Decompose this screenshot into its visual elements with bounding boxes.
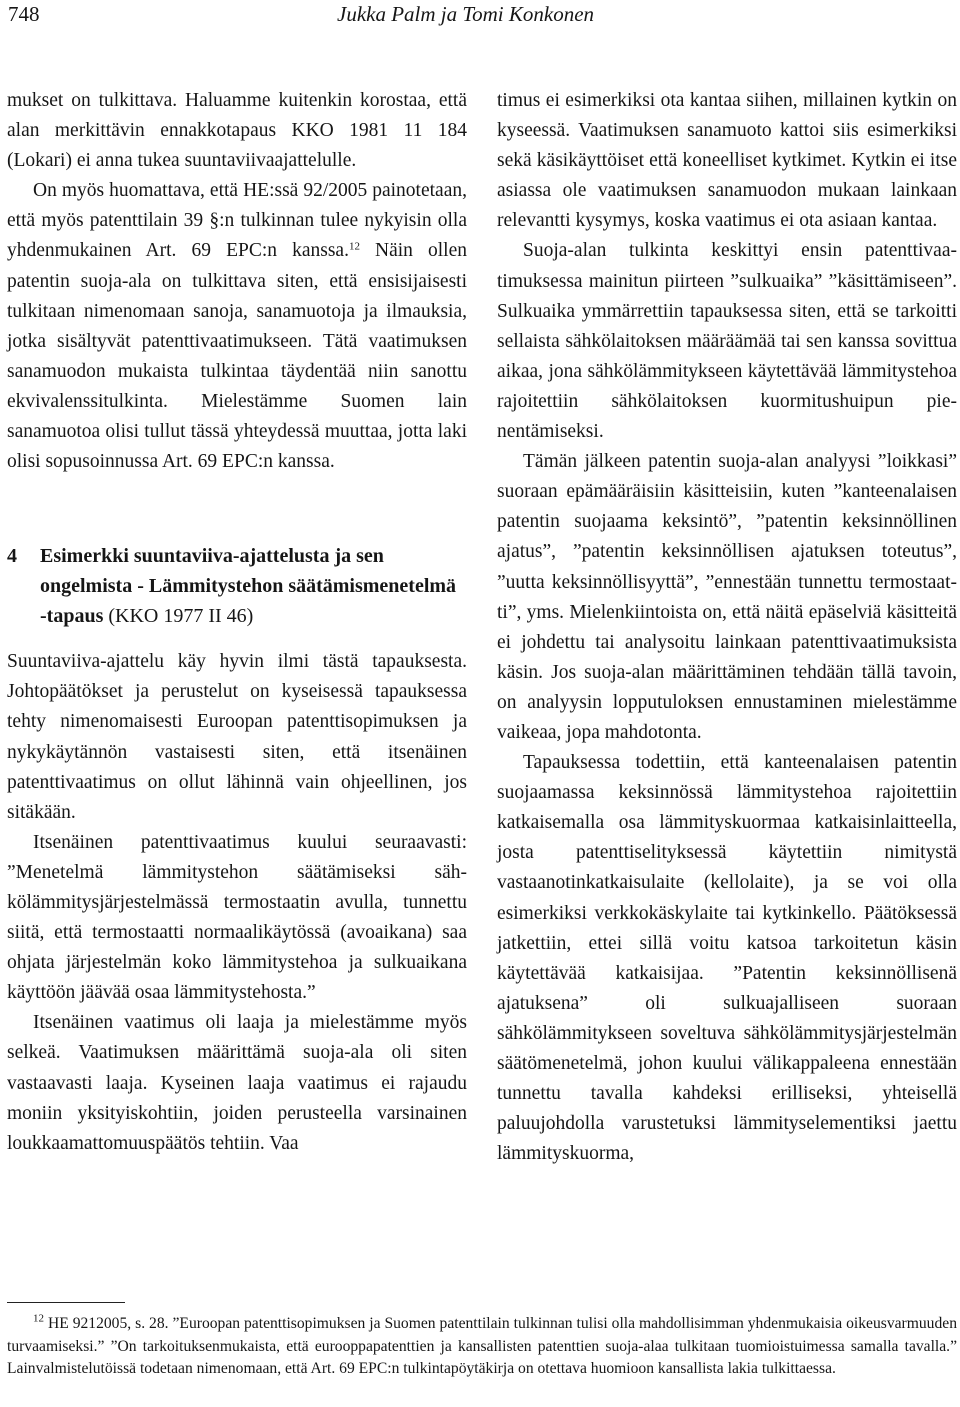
paragraph: Suuntaviiva-ajattelu käy hyvin ilmi tästä tapauksesta. Johtopäätökset ja perustelut on kyseisessä tapauksessa tehty nimenomaisesti Euroopan patenttisopimuksen ja nykykäytännön vastaisesti siten, että itsenäinen patenttivaatimus on ollut lähinnä vain ohjeellinen, jos sitäkään. [7, 651, 467, 823]
section-title [40, 541, 467, 631]
footnote-divider [7, 1302, 125, 1303]
page-number: 748 [8, 2, 40, 26]
paragraph: Tämän jälkeen patentin suoja-alan analyysi ”loikkasi” suoraan epämääräisiin käsitteisiin, kuten ”kanteenalaisen patentin suojaama keksintö”, ”patentin keksinnöllinen ajatus”, ”patentin keksinnöllisen ajatuksen toteutus”, ”uutta keksinnöllisyyttä”, ”ennestään tunnettu termostaatti”, yms. Mielenkiintoista on, että näitä epäselviä käsitteitä ei johdettu tai analysoitu lainkaan patenttivaatimuksista käsin. Jos suoja-alan määrittäminen tehdään tällä tavoin, on analyysin lopputuloksen ennustaminen mielestämme vaikeaa, jopa mahdotonta. [497, 451, 957, 743]
paragraph: Tapauksessa todettiin, että kanteenalaisen patentin suojaamassa keksinnössä lämmitystehoa rajoitettiin katkaisemalla osa lämmityskuormaa katkaisinlaitteella, josta patenttiselityksessä käytettiin nimitystä vastaanotinkatkaisulaite (kellolaite), ja se voi olla esimerkiksi verkkokäskylaite tai kytkinkello. Päätöksessä jatkettiin, ettei sillä voitu katsoa tarkoitetun käsin käytettävää katkaisijaa. ”Patentin keksinnöllisenä ajatuksena” oli sulkuajalliseen suoraan sähkölämmitykseen soveltuva sähkölämmitysjärjestelmän säätömenetelmä, johon kuului välikappaleena ennestään tunnettu tavalla kahdeksi erilliseksi, yhteisellä paluujohdolla varustetuksi lämmityselementiksi jaettu lämmityskuorma, [497, 752, 957, 1165]
footnotes [7, 1313, 957, 1381]
footnote-ref[interactable]: 12 [348, 240, 360, 253]
running-title: Jukka Palm ja Tomi Konkonen [337, 2, 595, 26]
paragraph-text: On myös huomattava, että HE:ssä 92/2005 painotetaan, että myös patenttilain 39 §:n tulkinnan tulee nykyisin olla yhdenmukainen Art. 69 EPC:n kanssa. [7, 180, 467, 262]
section-citation: (KKO 1977 II 46) [108, 605, 254, 628]
paragraph: mukset on tulkittava. Haluamme kuitenkin korostaa, että alan merkittävin ennakkotapaus KKO 1981 11 184 (Lokari) ei anna tukea suuntaviivaajattelulle. [7, 90, 467, 172]
footnote [7, 1313, 957, 1381]
paragraph-text: Näin ollen patentin suoja-ala on tulkittava siten, että ensisijaisesti tulkitaan nimenomaan sanoja, sanamuotoja ja ilmauksia, jotka sisältyvät patenttivaatimukseen. Tätä vaatimuksen sanamuodon mukaista tulkintaa täydentää niin sanottu ekvivalenssitulkinta. Mielestämme Suomen lain sanamuotoa olisi tullut tässä yhteydessä muuttaa, jotta laki olisi sopusoinnussa Art. 69 EPC:n kanssa. [7, 240, 467, 473]
paragraph: Itsenäinen vaatimus oli laaja ja mielestämme myös selkeä. Vaatimuksen määrittämä suoja-ala oli siten vastaavasti laaja. Kyseinen laaja vaatimus ei rajaudu moniin yksityiskohtiin, joiden perusteella varsinainen loukkaamattomuuspäätös tehtiin. Vaa [7, 1012, 467, 1154]
footnote-number: 12 [33, 1312, 44, 1325]
left-column [7, 86, 467, 1159]
right-column [497, 86, 957, 1169]
paragraph-quote: Itsenäinen patenttivaatimus kuului seuraavasti: ”Menetelmä lämmitystehon säätämiseksi sähkölämmitysjärjestelmässä termostaatin avulla, tunnettu siitä, että termostaatti normaalikäytössä (avoaikana) saa ohjata järjestelmän koko lämmitystehoa ja sulkuaikana käyttöön jäävää osaa lämmitystehosta.” [7, 831, 467, 1004]
section-heading [7, 541, 467, 631]
page-header [0, 0, 960, 30]
paragraph: Suoja-alan tulkinta keskittyi ensin patenttivaatimuksessa mainitun piirteen ”sulkuaika” ”käsittämiseen”. Sulkuaika ymmärrettiin tapauksessa siten, että se tarkoitti sellaista sähkölaitoksen määräämää tai sen kanssa sovittua aikaa, jona sähkölämmitykseen käytettävää lämmitystehoa rajoitettiin sähkölaitoksen kuormitushuipun pienentämiseksi. [497, 240, 957, 443]
paragraph: timus ei esimerkiksi ota kantaa siihen, millainen kytkin on kyseessä. Vaatimuksen sanamuoto kattoi siis esimerkiksi sekä käsikäyttöiset että koneelliset kytkimet. Kytkin ei itse asiassa ole vaatimuksen sanamuodon mukaan lainkaan relevantti kysymys, koska vaatimus ei ota asiaan kantaa. [497, 90, 957, 232]
section-number: 4 [7, 545, 17, 568]
footnote-text: HE 9212005, s. 28. ”Euroopan patenttisopimuksen ja Suomen patenttilain tulkinnan tulisi olla mahdollisimman yhdenmukaisia oikeusvarmuuden turvaamiseksi.” ”On tarkoituksenmukaista, että eurooppapatenttien ja kansallisten patenttien suoja-alaa tulkitaan tuomioistuimessa samalla tavalla.” Lainvalmistelutöissä todetaan nimenomaan, että Art. 69 EPC:n tulkintapöytäkirja on otettava huomioon kansallista lakia tulkittaessa. [7, 1315, 957, 1378]
paragraph-with-footnote-ref [7, 176, 467, 477]
section-title-text: Esimerkki suuntaviiva-ajattelusta ja sen ongelmista - Lämmitystehon säätämismenetelmä -tapaus [40, 545, 457, 628]
